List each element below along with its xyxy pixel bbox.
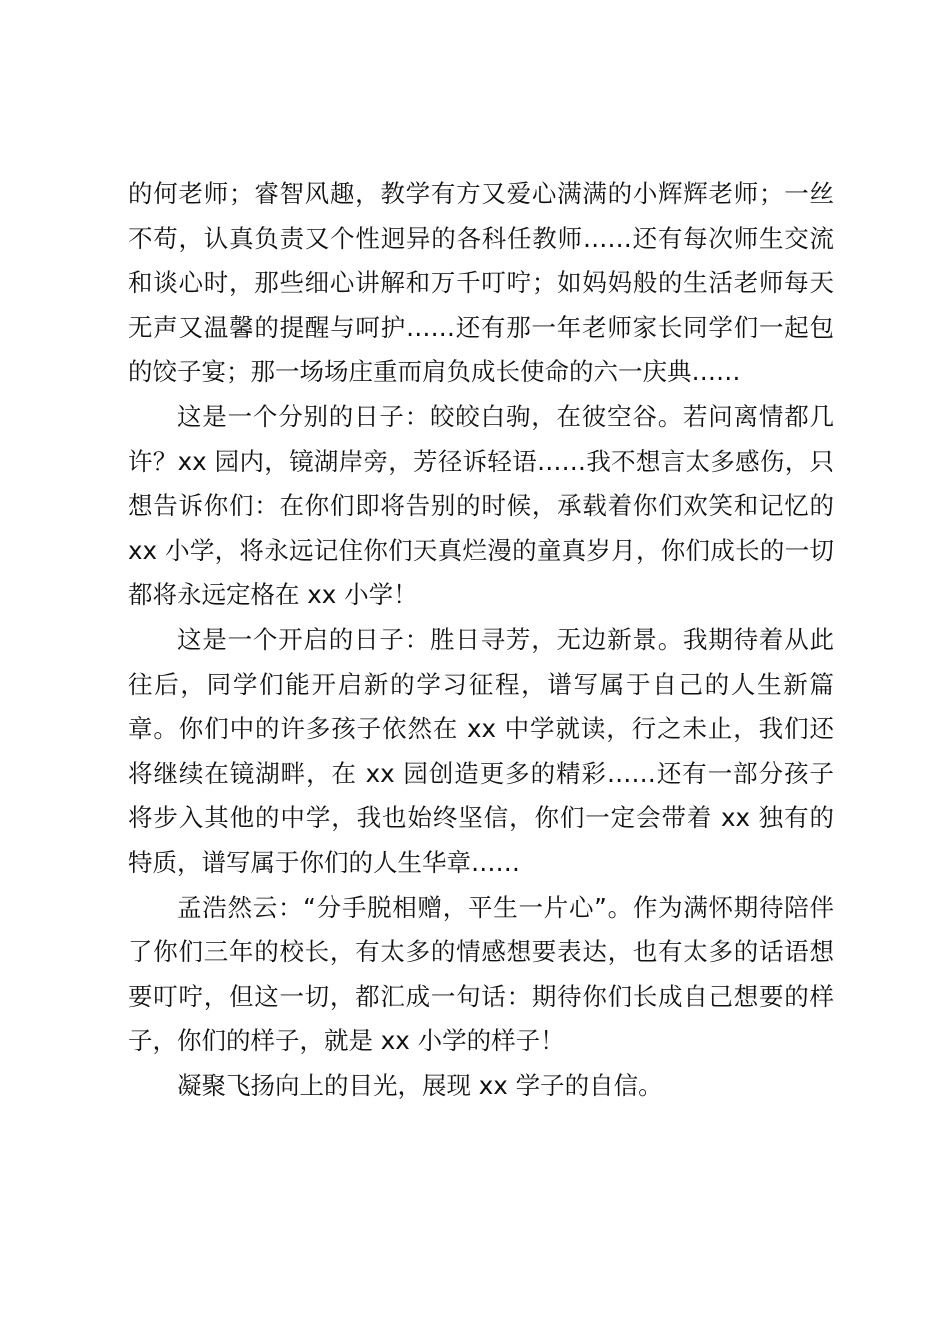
paragraph-1: 的何老师；睿智风趣，教学有方又爱心满满的小辉辉老师；一丝不苟，认真负责又个性迥异的各科任教师……还有每次师生交流和谈心时，那些细心讲解和万千叮咛；如妈妈般的生活老师每天无声又温馨的提醒与呵护……还有那一年老师家长同学们一起包的饺子宴；那一场场庄重而肩负成长使命的六一庆典…… [128, 179, 834, 387]
paragraph-5: 凝聚飞扬向上的目光，展现 xx 学子的自信。 [177, 1070, 663, 1100]
paragraph-2: 这是一个分别的日子：皎皎白驹，在彼空谷。若问离情都几许？xx 园内，镜湖岸旁，芳径诉轻语……我不想言太多感伤，只想告诉你们：在你们即将告别的时候，承载着你们欢笑和记忆的 xx 小学，将永远记住你们天真烂漫的童真岁月，你们成长的一切都将永远定格在 xx 小学！ [128, 401, 834, 610]
document-page [128, 172, 834, 1108]
paragraph-3: 这是一个开启的日子：胜日寻芳，无边新景。我期待着从此往后，同学们能开启新的学习征程，谱写属于自己的人生新篇章。你们中的许多孩子依然在 xx 中学就读，行之未止，我们还将继续在镜湖畔，在 xx 园创造更多的精彩……还有一部分孩子将步入其他的中学，我也始终坚信，你们一定会带着 xx 独有的特质，谱写属于你们的人生华章…… [128, 624, 834, 877]
paragraph-4: 孟浩然云：“分手脱相赠，平生一片心”。作为满怀期待陪伴了你们三年的校长，有太多的情感想要表达，也有太多的话语想要叮咛，但这一切，都汇成一句话：期待你们长成自己想要的样子，你们的样子，就是 xx 小学的样子！ [128, 892, 834, 1056]
